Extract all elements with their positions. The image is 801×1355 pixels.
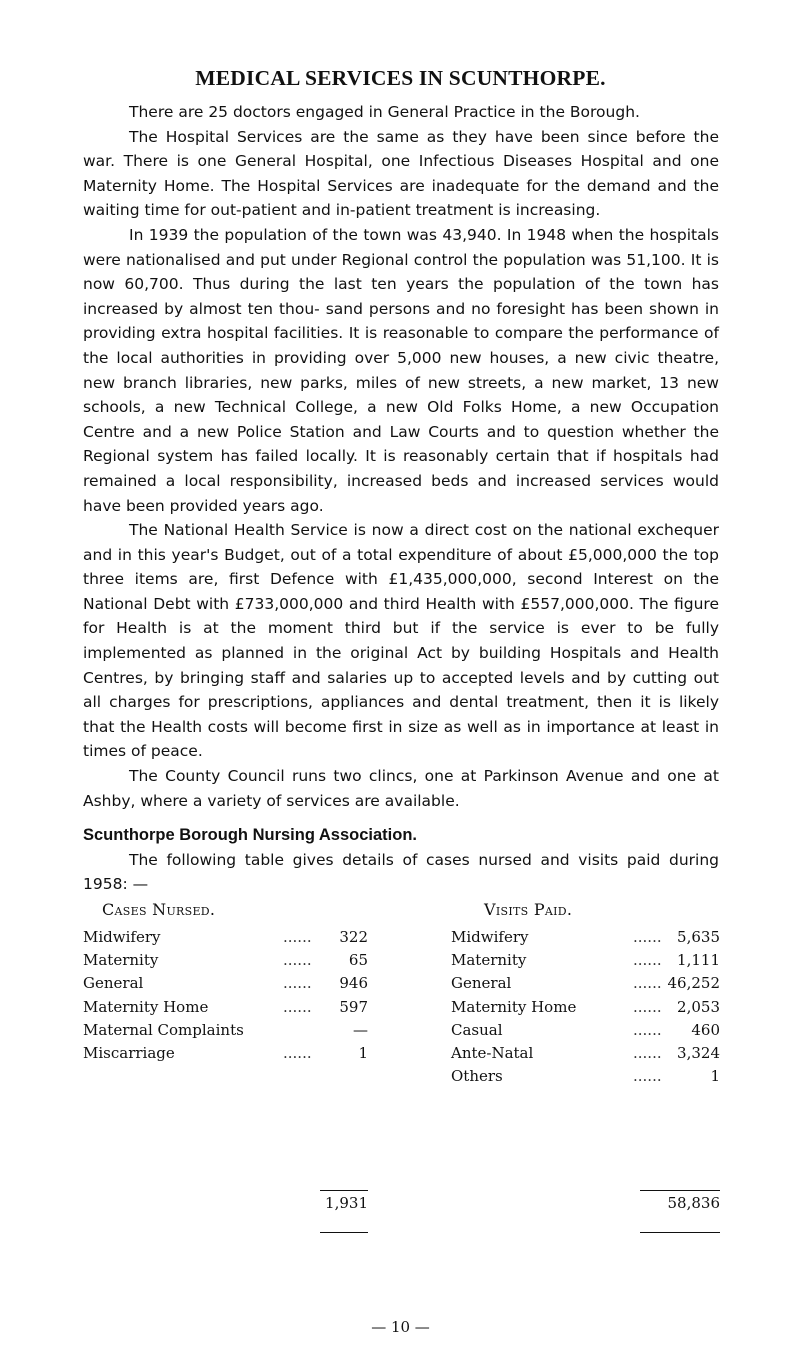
paragraph: The Hospital Services are the same as they have been since before the war. There is one General Hospital, one Infectious Diseases Hospital and one Maternity Home. The Hospital Services are inadequate for the demand and the waiting time for out-patient and in-patient treatment is increasing. xyxy=(83,127,719,220)
cases-nursed-value: 322 xyxy=(339,928,368,946)
cases-nursed-label: Maternal Complaints xyxy=(83,1020,244,1039)
visits-paid-label: Maternity xyxy=(451,951,527,970)
cases-nursed-row xyxy=(83,926,368,948)
visits-paid-value: 460 xyxy=(691,1020,720,1039)
page-number: — 10 — xyxy=(371,1318,430,1336)
visits-total-rule-top xyxy=(640,1190,720,1191)
cases-nursed-header: Cases Nursed. xyxy=(102,900,216,919)
visits-paid-header: Visits Paid. xyxy=(484,900,573,919)
visits-paid-leader-dots: ...... xyxy=(633,928,662,946)
cases-nursed-leader-dots: ...... xyxy=(283,1044,312,1062)
visits-paid-value: 5,635 xyxy=(677,928,720,946)
visits-paid-leader-dots: ...... xyxy=(633,997,662,1016)
cases-total-rule-top xyxy=(320,1190,368,1191)
visits-paid-row xyxy=(451,1065,720,1087)
visits-paid-leader-dots: ...... xyxy=(633,1044,662,1062)
visits-paid-row xyxy=(451,949,720,971)
cases-nursed-leader-dots: ...... xyxy=(283,928,312,946)
visits-paid-value: 1 xyxy=(710,1067,720,1086)
cases-nursed-row xyxy=(83,949,368,971)
cases-nursed-value: 946 xyxy=(339,974,368,993)
cases-nursed-leader-dots: ...... xyxy=(283,997,312,1016)
cases-total: 1,931 xyxy=(325,1194,368,1212)
paragraph: The County Council runs two clincs, one at Parkinson Avenue and one at Ashby, where a variety of services are available. xyxy=(83,767,719,810)
visits-paid-label: General xyxy=(451,974,512,993)
visits-paid-value: 1,111 xyxy=(677,951,720,970)
visits-paid-value: 2,053 xyxy=(677,997,720,1016)
cases-nursed-row xyxy=(83,972,368,994)
body-text xyxy=(83,100,719,813)
visits-paid-row xyxy=(451,1019,720,1041)
cases-nursed-row xyxy=(83,1019,368,1041)
visits-paid-value: 46,252 xyxy=(667,974,720,993)
visits-paid-label: Ante-Natal xyxy=(451,1044,534,1062)
intro-paragraph: The following table gives details of cases nursed and visits paid during 1958: — xyxy=(83,851,719,893)
visits-paid-leader-dots: ...... xyxy=(633,951,662,970)
cases-nursed-leader-dots: ...... xyxy=(283,951,312,970)
visits-paid-value: 3,324 xyxy=(677,1044,720,1062)
visits-total: 58,836 xyxy=(667,1194,720,1212)
cases-nursed-label: Maternity xyxy=(83,951,159,970)
visits-paid-row xyxy=(451,972,720,994)
visits-paid-label: Midwifery xyxy=(451,928,529,946)
cases-nursed-row xyxy=(83,1042,368,1064)
visits-total-rule-bottom xyxy=(640,1232,720,1233)
cases-nursed-label: Maternity Home xyxy=(83,997,209,1016)
cases-nursed-value: — xyxy=(353,1020,368,1039)
page-title: MEDICAL SERVICES IN SCUNTHORPE. xyxy=(195,66,606,90)
paragraph: In 1939 the population of the town was 43,940. In 1948 when the hospitals were nationalised and put under Regional control the population was 51,100. It is now 60,700. Thus during the last ten years the population of the town has increased by almost ten thou- sand persons and no foresight has been shown in providing extra hospital facilities. It is reasonable to compare the performance of the local authorities in providing over 5,000 new houses, a new civic theatre, new branch libraries, new parks, miles of new streets, a new market, 13 new schools, a new Technical College, a new Old Folks Home, a new Occupation Centre and a new Police Station and Law Courts and to question whether the Regional system has failed locally. It is reasonably certain that if hospitals had remained a local responsibility, increased beds and increased services would have been provided years ago. xyxy=(83,225,719,515)
cases-nursed-value: 65 xyxy=(348,951,368,970)
visits-paid-label: Others xyxy=(451,1067,503,1086)
section-intro xyxy=(83,848,719,896)
visits-paid-label: Casual xyxy=(451,1020,503,1039)
cases-nursed-row xyxy=(83,996,368,1018)
cases-nursed-leader-dots: ...... xyxy=(283,974,312,993)
paragraph: There are 25 doctors engaged in General Practice in the Borough. xyxy=(129,103,640,121)
section-heading: Scunthorpe Borough Nursing Association. xyxy=(83,826,417,844)
cases-nursed-value: 597 xyxy=(339,997,368,1016)
visits-paid-row xyxy=(451,926,720,948)
visits-paid-row xyxy=(451,996,720,1018)
cases-nursed-value: 1 xyxy=(358,1044,368,1062)
cases-nursed-label: Midwifery xyxy=(83,928,161,946)
visits-paid-leader-dots: ...... xyxy=(633,974,662,993)
cases-nursed-label: Miscarriage xyxy=(83,1044,175,1062)
cases-total-rule-bottom xyxy=(320,1232,368,1233)
visits-paid-label: Maternity Home xyxy=(451,997,577,1016)
visits-paid-leader-dots: ...... xyxy=(633,1067,662,1086)
visits-paid-leader-dots: ...... xyxy=(633,1020,662,1039)
visits-paid-row xyxy=(451,1042,720,1064)
paragraph: The National Health Service is now a direct cost on the national exchequer and in this year's Budget, out of a total expenditure of about £5,000,000 the top three items are, first Defence with £1,435,000,000, second Interest on the National Debt with £733,000,000 and third Health with £557,000,000. The figure for Health is at the moment third but if the service is ever to be fully implemented as planned in the original Act by building Hospitals and Health Centres, by bringing staff and salaries up to accepted levels and by cutting out all charges for prescriptions, appliances and dental treatment, then it is likely that the Health costs will become first in size as well as in importance at least in times of peace. xyxy=(83,521,719,761)
cases-nursed-label: General xyxy=(83,974,144,993)
